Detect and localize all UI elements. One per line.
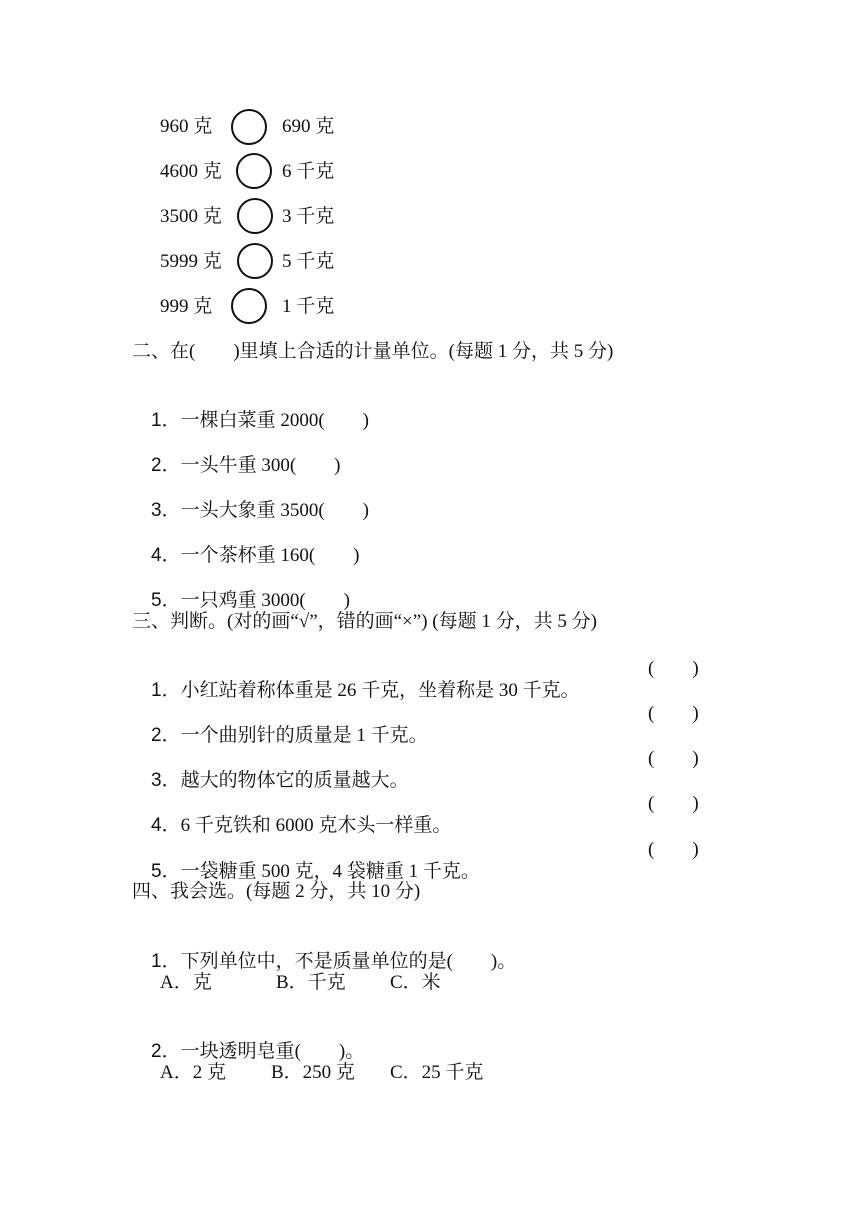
question-number: 1．	[151, 951, 181, 972]
compare-circle-blank[interactable]	[231, 109, 267, 145]
answer-blank[interactable]: ( )	[648, 748, 699, 769]
compare-right: 690 克	[282, 116, 335, 137]
question-text: 下列单位中，不是质量单位的是( )。	[180, 951, 517, 972]
question-number: 2．	[151, 455, 181, 476]
question-text: 越大的物体它的质量越大。	[180, 770, 409, 791]
compare-left: 3500 克	[160, 206, 222, 227]
question-number: 5．	[151, 861, 181, 882]
question-text: 一个茶杯重 160( )	[180, 545, 360, 566]
question-number: 1．	[151, 410, 181, 431]
question-text: 一头大象重 3500( )	[180, 500, 369, 521]
question-text: 小红站着称体重是 26 千克，坐着称是 30 千克。	[180, 680, 580, 701]
answer-blank[interactable]: ( )	[648, 839, 699, 860]
question-text: 一头牛重 300( )	[180, 455, 341, 476]
compare-left: 5999 克	[160, 251, 222, 272]
compare-left: 999 克	[160, 296, 213, 317]
option-c[interactable]: C．25 千克	[390, 1062, 484, 1083]
option-a[interactable]: A．2 克	[160, 1062, 226, 1083]
question-text: 一袋糖重 500 克，4 袋糖重 1 千克。	[180, 861, 480, 882]
answer-blank[interactable]: ( )	[648, 703, 699, 724]
option-c[interactable]: C．米	[390, 972, 441, 993]
section-4-title: 四、我会选。(每题 2 分，共 10 分)	[132, 881, 421, 902]
question-number: 4．	[151, 545, 181, 566]
compare-right: 5 千克	[282, 251, 335, 272]
compare-right: 6 千克	[282, 161, 335, 182]
question-text: 一棵白菜重 2000( )	[180, 410, 369, 431]
compare-left: 960 克	[160, 116, 213, 137]
answer-blank[interactable]: ( )	[648, 658, 699, 679]
option-b[interactable]: B．千克	[276, 972, 346, 993]
question-number: 3．	[151, 500, 181, 521]
question-text: 一只鸡重 3000( )	[180, 590, 350, 611]
section-2-title: 二、在( )里填上合适的计量单位。(每题 1 分，共 5 分)	[132, 341, 614, 362]
question-text: 6 千克铁和 6000 克木头一样重。	[180, 815, 452, 836]
question-text: 一块透明皂重( )。	[180, 1041, 365, 1062]
compare-circle-blank[interactable]	[231, 288, 267, 324]
option-a[interactable]: A．克	[160, 972, 212, 993]
question-number: 1．	[151, 680, 181, 701]
compare-right: 1 千克	[282, 296, 335, 317]
question-number: 2．	[151, 725, 181, 746]
option-b[interactable]: B．250 克	[271, 1062, 355, 1083]
compare-right: 3 千克	[282, 206, 335, 227]
question-number: 5．	[151, 590, 181, 611]
compare-left: 4600 克	[160, 161, 222, 182]
question-number: 2．	[151, 1041, 181, 1062]
section-3-title: 三、判断。(对的画“√”，错的画“×”) (每题 1 分，共 5 分)	[132, 611, 597, 632]
compare-circle-blank[interactable]	[236, 153, 272, 189]
question-text: 一个曲别针的质量是 1 千克。	[180, 725, 428, 746]
question-number: 3．	[151, 770, 181, 791]
compare-circle-blank[interactable]	[237, 198, 273, 234]
compare-circle-blank[interactable]	[237, 243, 273, 279]
question-number: 4．	[151, 815, 181, 836]
answer-blank[interactable]: ( )	[648, 793, 699, 814]
